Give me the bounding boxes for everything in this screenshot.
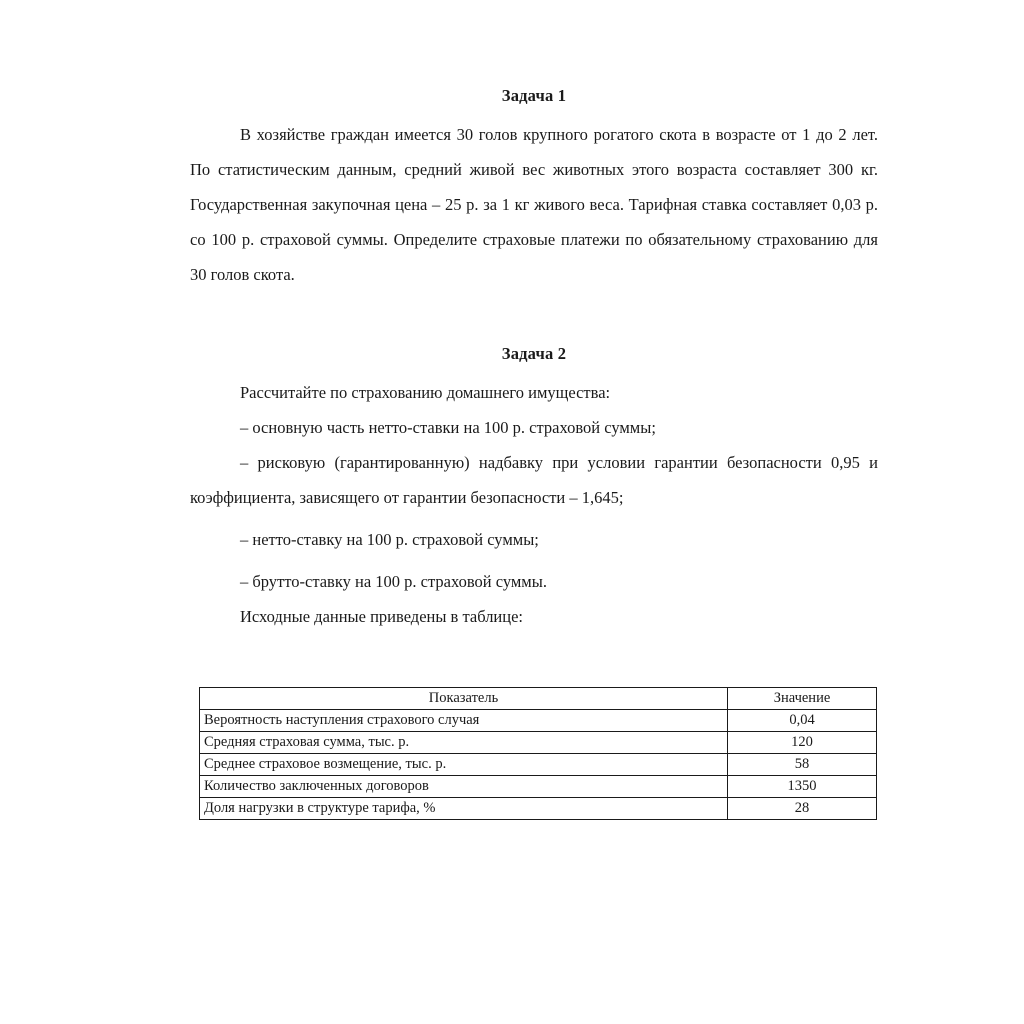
table-cell-label: Доля нагрузки в структуре тарифа, % <box>200 798 728 820</box>
table-cell-value: 0,04 <box>728 710 877 732</box>
task-1-body-paragraph: В хозяйстве граждан имеется 30 голов крупного рогатого скота в возрасте от 1 до 2 лет. По статистическим данным, средний живой вес животных этого возраста составляет 300 кг. Государственная закупочная цена – 25 р. за 1 кг живого веса. Тарифная ставка составляет 0,03 р. со 100 р. страховой суммы. Определите страховые платежи по обязательному страхованию для 30 голов скота. <box>190 125 878 284</box>
table-cell-label: Среднее страховое возмещение, тыс. р. <box>200 754 728 776</box>
table-cell-label: Количество заключенных договоров <box>200 776 728 798</box>
source-data-table <box>199 687 877 820</box>
table-header-value: Значение <box>728 688 877 710</box>
table-cell-value: 28 <box>728 798 877 820</box>
table-cell-value: 58 <box>728 754 877 776</box>
table-row <box>200 732 877 754</box>
table-row <box>200 776 877 798</box>
task-2-bullet-4: – брутто-ставку на 100 р. страховой суммы. <box>240 572 547 591</box>
spacer <box>190 368 878 375</box>
table-row <box>200 710 877 732</box>
table-row <box>200 798 877 820</box>
document-body <box>190 82 878 634</box>
table-header <box>200 688 877 710</box>
table-cell-value: 120 <box>728 732 877 754</box>
table-row <box>200 754 877 776</box>
task-2-bullet-1: – основную часть нетто-ставки на 100 р. страховой суммы; <box>240 418 656 437</box>
table-cell-label: Вероятность наступления страхового случая <box>200 710 728 732</box>
spacer <box>190 515 878 522</box>
task-2-bullet-3: – нетто-ставку на 100 р. страховой суммы; <box>240 530 539 549</box>
spacer <box>190 110 878 117</box>
task-2-table-intro: Исходные данные приведены в таблице: <box>240 607 523 626</box>
spacer <box>190 292 878 340</box>
task-2-intro-paragraph: Рассчитайте по страхованию домашнего имущества: <box>240 383 611 402</box>
task-2-heading: Задача 2 <box>501 344 567 363</box>
task-2-bullet-2: – рисковую (гарантированную) надбавку при условии гарантии безопасности 0,95 и коэффициента, зависящего от гарантии безопасности – 1,645; <box>190 453 878 507</box>
table-header-indicator: Показатель <box>200 688 728 710</box>
spacer <box>190 557 878 564</box>
source-data-table-container <box>199 687 876 820</box>
table-body <box>200 710 877 820</box>
task-1-heading: Задача 1 <box>501 86 567 105</box>
table-header-row <box>200 688 877 710</box>
table-cell-value: 1350 <box>728 776 877 798</box>
table-cell-label: Средняя страховая сумма, тыс. р. <box>200 732 728 754</box>
